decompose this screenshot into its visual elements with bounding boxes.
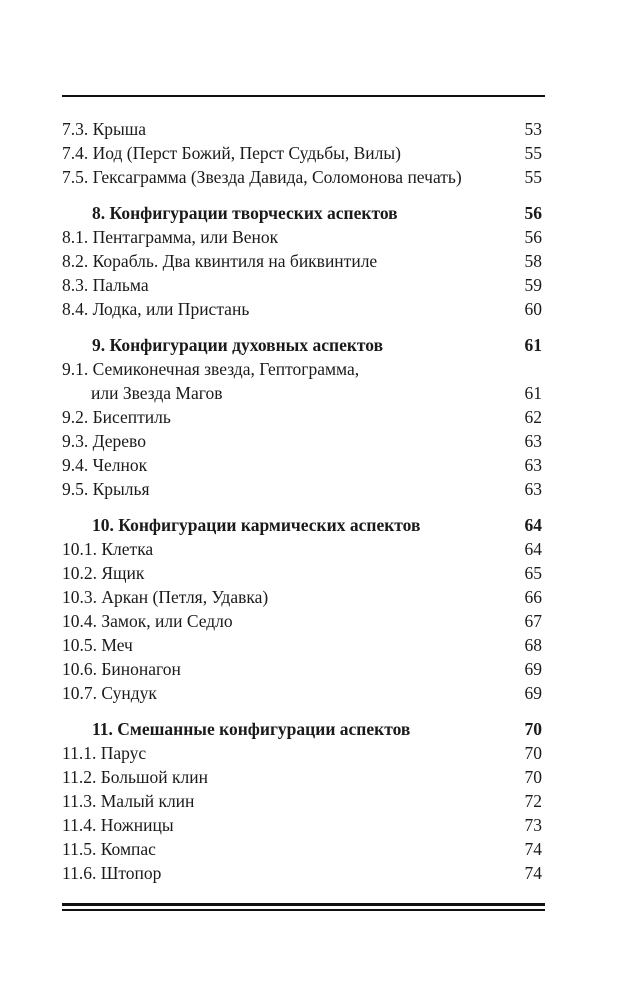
toc-entry[interactable]: [62, 813, 542, 837]
toc-entry-page: 62: [524, 407, 542, 427]
chapter-page: 61: [524, 335, 542, 355]
chapter-title: 11. Смешанные конфигурации аспектов: [92, 719, 411, 739]
toc-entry-title: 9.3. Дерево: [62, 431, 146, 451]
toc-entry[interactable]: [62, 765, 542, 789]
toc-entry[interactable]: [62, 453, 542, 477]
toc-entry-line2: или Звезда Магов: [91, 383, 223, 403]
toc-entry[interactable]: [62, 537, 542, 561]
toc-entry-title: [62, 357, 359, 405]
top-rule: [62, 95, 545, 97]
toc-entry-page: 69: [524, 659, 542, 679]
chapter-heading-9[interactable]: [62, 333, 542, 357]
toc-entry[interactable]: [62, 477, 542, 501]
chapter-heading-10[interactable]: [62, 513, 542, 537]
toc-entry-page: 63: [524, 431, 542, 451]
toc-entry-page: 55: [524, 143, 542, 163]
toc-entry-page: 74: [524, 863, 542, 883]
toc-entry-title: 11.1. Парус: [62, 743, 147, 763]
toc-entry[interactable]: [62, 837, 542, 861]
toc-entry[interactable]: [62, 609, 542, 633]
toc-entry-page: 73: [524, 815, 542, 835]
toc-entry-page: 55: [524, 167, 542, 187]
toc-entry[interactable]: [62, 297, 542, 321]
toc-entry-title: 8.3. Пальма: [62, 275, 149, 295]
toc-entry-title: 10.2. Ящик: [62, 563, 145, 583]
toc-entry-page: 59: [524, 275, 542, 295]
toc-entry[interactable]: [62, 633, 542, 657]
toc-entry-page: 58: [524, 251, 542, 271]
toc-entry[interactable]: [62, 405, 542, 429]
toc-entry-page: 74: [524, 839, 542, 859]
toc-entry[interactable]: [62, 741, 542, 765]
toc-entry[interactable]: [62, 357, 542, 405]
toc-entry[interactable]: [62, 861, 542, 885]
toc-entry[interactable]: [62, 429, 542, 453]
chapter-heading-8[interactable]: [62, 201, 542, 225]
chapter-page: 56: [524, 203, 542, 223]
toc-entry-title: 10.6. Бинонагон: [62, 659, 181, 679]
toc-entry[interactable]: [62, 165, 542, 189]
toc-entry[interactable]: [62, 273, 542, 297]
toc-entry-title: 9.2. Бисептиль: [62, 407, 171, 427]
toc-entry-page: 60: [524, 299, 542, 319]
toc-entry-title: 10.5. Меч: [62, 635, 133, 655]
toc-entry-title: 10.4. Замок, или Седло: [62, 611, 233, 631]
toc-entry-page: 61: [524, 383, 542, 403]
bottom-rule-thick: [62, 903, 545, 906]
toc-entry-title: 10.3. Аркан (Петля, Удавка): [62, 587, 269, 607]
toc-entry-title: 9.5. Крылья: [62, 479, 150, 499]
toc-entry[interactable]: [62, 585, 542, 609]
toc-entry-title: 10.1. Клетка: [62, 539, 154, 559]
toc-entry-title: 11.3. Малый клин: [62, 791, 195, 811]
toc-entry-title: 11.5. Компас: [62, 839, 156, 859]
chapter-title: 8. Конфигурации творческих аспектов: [92, 203, 398, 223]
toc-entry-title: 7.5. Гексаграмма (Звезда Давида, Соломонова печать): [62, 167, 462, 187]
toc-entry-title: 11.4. Ножницы: [62, 815, 174, 835]
chapter-heading-11[interactable]: [62, 717, 542, 741]
toc-entry[interactable]: [62, 681, 542, 705]
toc-entry-page: 56: [524, 227, 542, 247]
toc-entry-page: 65: [524, 563, 542, 583]
toc-entry-title: 10.7. Сундук: [62, 683, 157, 703]
toc-entry[interactable]: [62, 789, 542, 813]
chapter-page: 70: [524, 719, 542, 739]
bottom-rule-thin: [62, 909, 545, 911]
toc-entry-page: 63: [524, 455, 542, 475]
toc-entry[interactable]: [62, 249, 542, 273]
toc-entry[interactable]: [62, 225, 542, 249]
toc-entry-page: 66: [524, 587, 542, 607]
toc-entry-page: 64: [524, 539, 542, 559]
toc-entry-page: 63: [524, 479, 542, 499]
toc-entry-title: 8.2. Корабль. Два квинтиля на биквинтиле: [62, 251, 378, 271]
toc-entry-title: 9.4. Челнок: [62, 455, 148, 475]
toc-entry-title: 8.1. Пентаграмма, или Венок: [62, 227, 279, 247]
chapter-title: 10. Конфигурации кармических аспектов: [92, 515, 421, 535]
toc-entry-page: 67: [524, 611, 542, 631]
chapter-title: 9. Конфигурации духовных аспектов: [92, 335, 384, 355]
toc-entry-title: 11.2. Большой клин: [62, 767, 208, 787]
toc-entry-title: 8.4. Лодка, или Пристань: [62, 299, 250, 319]
toc-entry[interactable]: [62, 117, 542, 141]
toc-entry-page: 72: [524, 791, 542, 811]
toc-entry-page: 69: [524, 683, 542, 703]
toc-entry-title: 11.6. Штопор: [62, 863, 162, 883]
toc-entry-title: 7.4. Иод (Перст Божий, Перст Судьбы, Вилы): [62, 143, 401, 163]
toc-entry-title: 7.3. Крыша: [62, 119, 147, 139]
table-of-contents: [62, 117, 542, 885]
toc-entry[interactable]: [62, 561, 542, 585]
toc-entry-page: 70: [524, 767, 542, 787]
toc-entry[interactable]: [62, 141, 542, 165]
toc-entry-line1: 9.1. Семиконечная звезда, Гептограмма,: [62, 359, 360, 379]
toc-entry-page: 53: [524, 119, 542, 139]
toc-entry-page: 70: [524, 743, 542, 763]
toc-entry[interactable]: [62, 657, 542, 681]
toc-entry-page: 68: [524, 635, 542, 655]
chapter-page: 64: [524, 515, 542, 535]
